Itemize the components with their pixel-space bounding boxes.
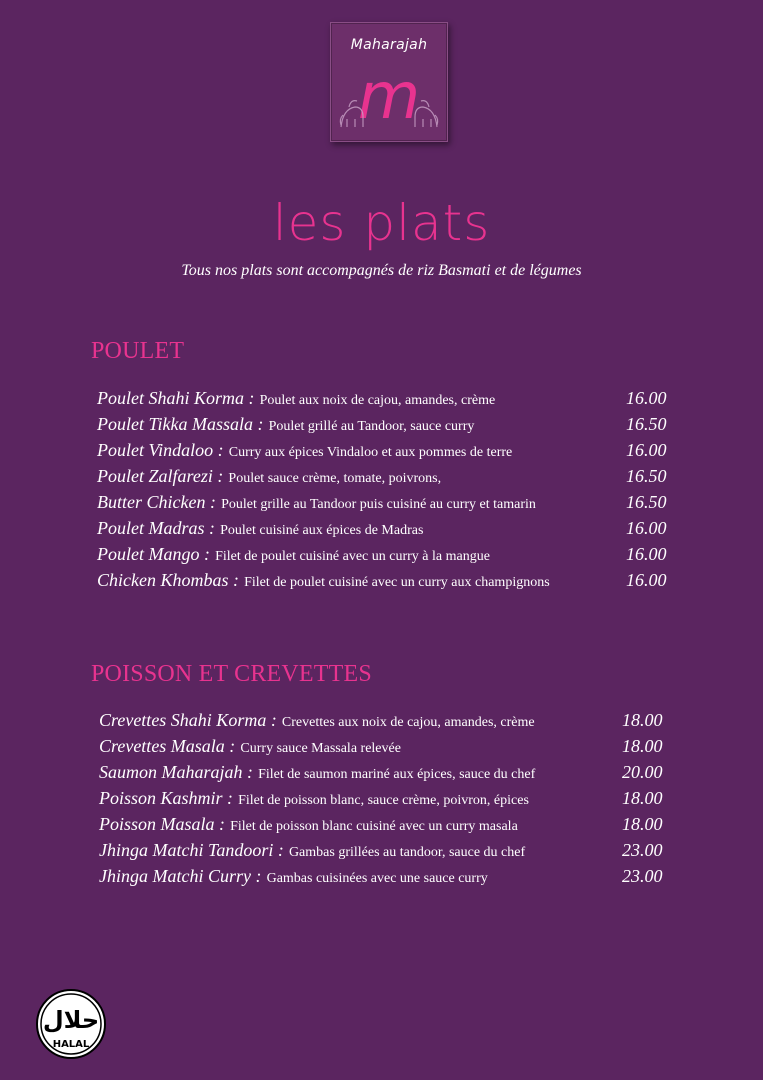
menu-item	[99, 760, 535, 784]
logo-emblem-icon	[331, 23, 447, 141]
dish-description: Filet de poulet cuisiné avec un curry à la mangue	[215, 549, 490, 564]
dish-name: Poulet Mango :	[97, 544, 210, 564]
menu-item	[97, 386, 495, 410]
dish-price: 20.00	[622, 762, 663, 782]
dish-description: Filet de poisson blanc, sauce crème, poivron, épices	[238, 793, 529, 808]
dish-description: Filet de saumon mariné aux épices, sauce du chef	[258, 767, 536, 782]
dish-description: Gambas cuisinées avec une sauce curry	[266, 871, 488, 886]
halal-arabic: حلال	[42, 1006, 100, 1034]
menu-item	[99, 864, 488, 888]
dish-price: 18.00	[622, 736, 663, 756]
dish-price: 16.00	[626, 570, 667, 590]
section-title-poisson: POISSON ET CREVETTES	[91, 661, 372, 687]
menu-item	[99, 708, 535, 732]
menu-item	[99, 734, 401, 758]
dish-price: 16.50	[626, 466, 667, 486]
dish-price: 16.50	[626, 414, 667, 434]
menu-item	[99, 786, 529, 810]
dish-name: Saumon Maharajah :	[99, 762, 253, 782]
dish-description: Curry sauce Massala relevée	[240, 741, 401, 756]
dish-name: Chicken Khombas :	[97, 570, 239, 590]
dish-name: Poulet Shahi Korma :	[97, 388, 255, 408]
page-subtitle: Tous nos plats sont accompagnés de riz Basmati et de légumes	[181, 262, 582, 279]
dish-price: 16.00	[626, 388, 667, 408]
dish-name: Crevettes Shahi Korma :	[99, 710, 277, 730]
menu-item	[97, 516, 423, 540]
dish-description: Filet de poisson blanc cuisiné avec un curry masala	[230, 819, 518, 834]
menu-item	[97, 490, 536, 514]
dish-price: 23.00	[622, 840, 663, 860]
dish-name: Poisson Masala :	[99, 814, 225, 834]
menu-item	[97, 568, 550, 592]
page-title: les plats	[272, 194, 491, 252]
dish-price: 18.00	[622, 788, 663, 808]
dish-price: 18.00	[622, 814, 663, 834]
dish-name: Poulet Zalfarezi :	[97, 466, 224, 486]
dish-price: 16.50	[626, 492, 667, 512]
menu-item	[97, 542, 490, 566]
dish-name: Crevettes Masala :	[99, 736, 236, 756]
dish-description: Poulet cuisiné aux épices de Madras	[220, 523, 424, 538]
dish-name: Butter Chicken :	[97, 492, 216, 512]
dish-name: Jhinga Matchi Curry :	[99, 866, 262, 886]
dish-name: Poisson Kashmir :	[99, 788, 234, 808]
dish-price: 16.00	[626, 518, 667, 538]
dish-description: Poulet sauce crème, tomate, poivrons,	[228, 471, 442, 486]
menu-item	[99, 838, 525, 862]
dish-name: Poulet Madras :	[97, 518, 215, 538]
halal-label: HALAL	[52, 1039, 90, 1050]
dish-description: Poulet grille au Tandoor puis cuisiné au curry et tamarin	[221, 497, 536, 512]
dish-description: Gambas grillées au tandoor, sauce du chef	[288, 845, 526, 860]
section-title-poulet: POULET	[91, 338, 185, 364]
dish-description: Poulet grillé au Tandoor, sauce curry	[268, 419, 475, 434]
logo-letter: m	[357, 60, 421, 134]
menu-item	[97, 438, 512, 462]
dish-description: Filet de poulet cuisiné avec un curry aux champignons	[244, 575, 550, 590]
logo-text: Maharajah	[350, 37, 428, 53]
menu-item	[99, 812, 518, 836]
dish-description: Crevettes aux noix de cajou, amandes, crème	[281, 715, 535, 730]
dish-name: Poulet Vindaloo :	[97, 440, 224, 460]
dish-price: 18.00	[622, 710, 663, 730]
dish-price: 16.00	[626, 544, 667, 564]
dish-description: Curry aux épices Vindaloo et aux pommes de terre	[228, 445, 513, 460]
menu-item	[97, 464, 441, 488]
dish-description: Poulet aux noix de cajou, amandes, crème	[259, 393, 496, 408]
halal-badge-icon	[35, 988, 107, 1060]
dish-price: 23.00	[622, 866, 663, 886]
dish-name: Poulet Tikka Massala :	[97, 414, 264, 434]
menu-item	[97, 412, 474, 436]
dish-name: Jhinga Matchi Tandoori :	[99, 840, 284, 860]
dish-price: 16.00	[626, 440, 667, 460]
restaurant-logo	[330, 22, 448, 142]
